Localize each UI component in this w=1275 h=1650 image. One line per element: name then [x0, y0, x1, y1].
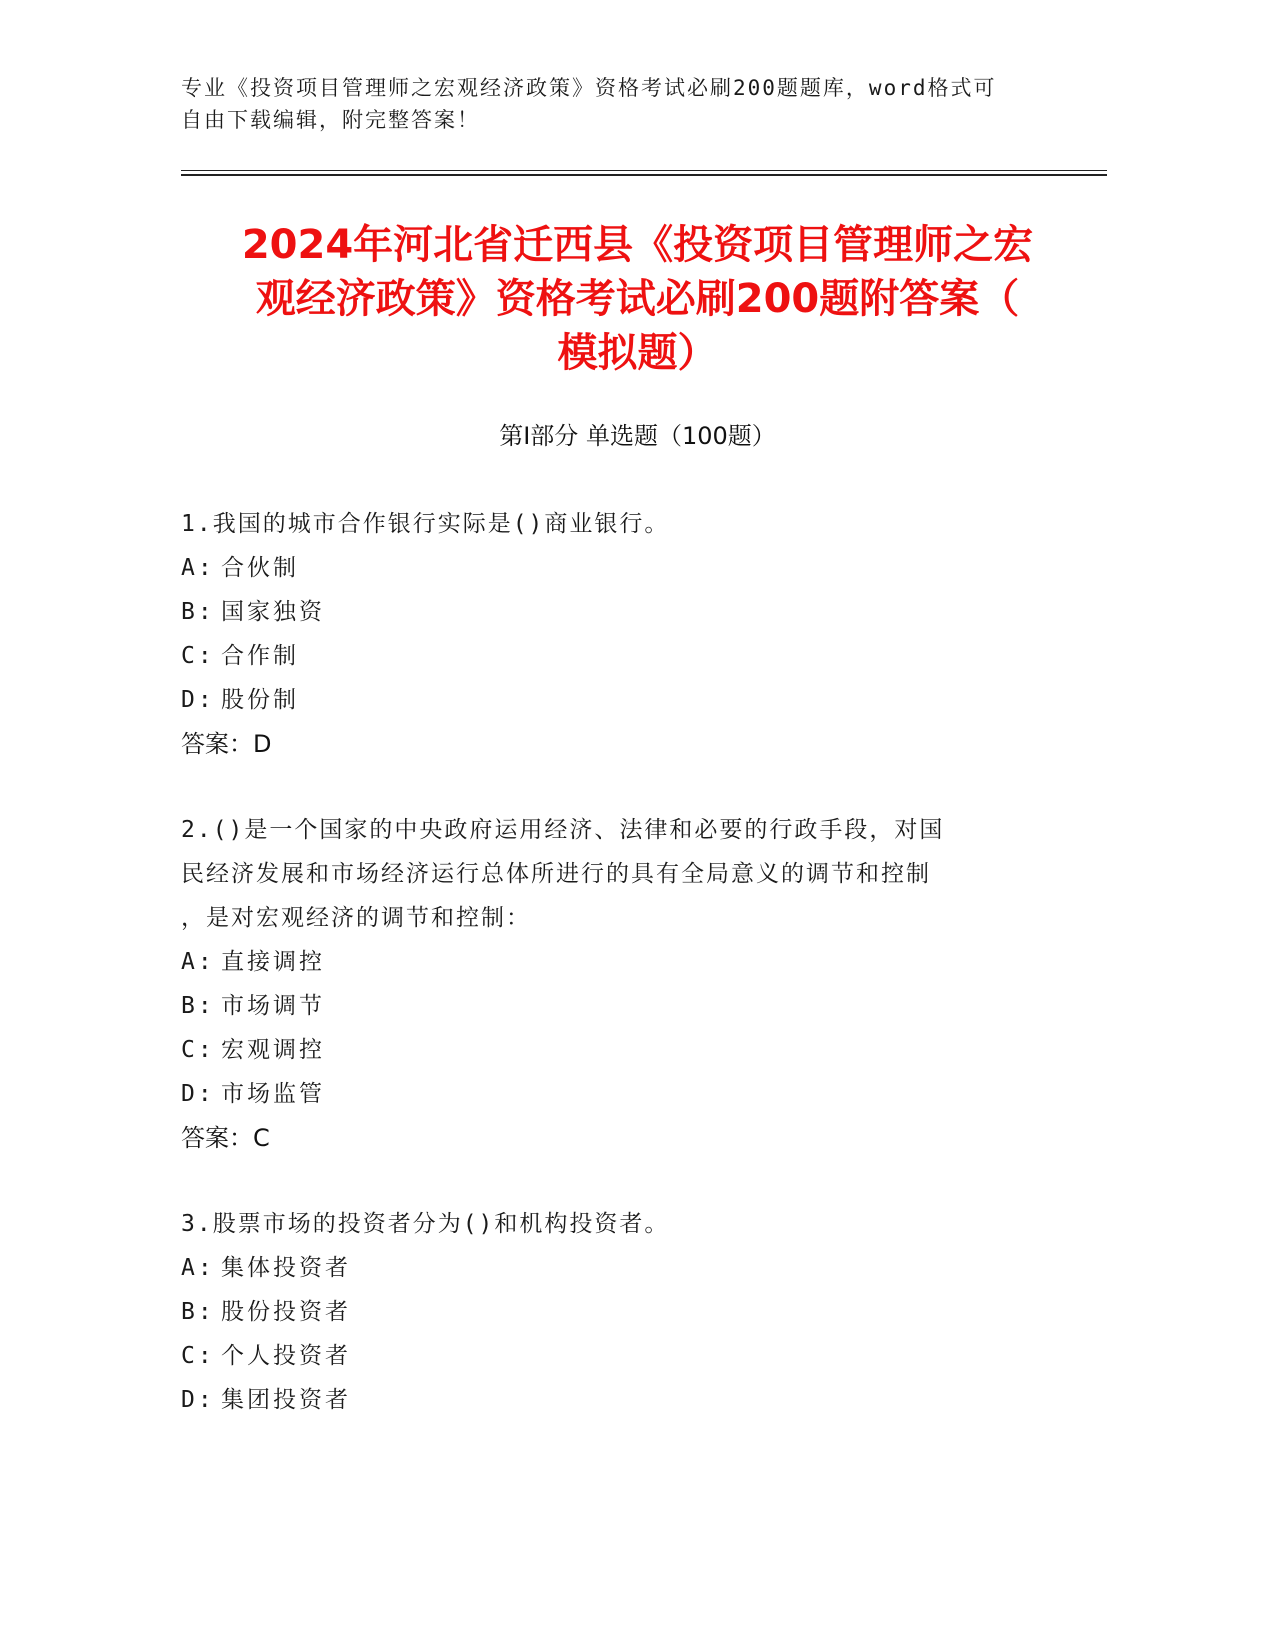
option-key: D: [181, 687, 215, 713]
question-stem-line: ，是对宏观经济的调节和控制： [181, 905, 531, 931]
title-line: 2024年河北省迁西县《投资项目管理师之宏 [241, 222, 1034, 268]
question-stem-line: 民经济发展和市场经济运行总体所进行的具有全局意义的调节和控制 [181, 861, 931, 887]
option-key: B: [181, 1299, 215, 1325]
option-key: D: [181, 1387, 215, 1413]
option-a [181, 940, 1061, 984]
option-text: 市场调节 [221, 993, 325, 1019]
option-text: 合伙制 [221, 555, 299, 581]
question-item [181, 808, 1061, 1160]
option-text: 合作制 [221, 643, 299, 669]
header-note-line: 专业《投资项目管理师之宏观经济政策》资格考试必刷200题题库，word格式可 [181, 76, 997, 100]
header-rule-thin [181, 170, 1107, 171]
option-d [181, 1072, 1061, 1116]
option-key: A: [181, 555, 215, 581]
option-key: B: [181, 993, 215, 1019]
option-key: B: [181, 599, 215, 625]
title-line: 观经济政策》资格考试必刷200题附答案（ [255, 276, 1020, 322]
option-key: A: [181, 1255, 215, 1281]
answer-line: 答案：C [181, 1124, 270, 1152]
question-stem-line: 2.()是一个国家的中央政府运用经济、法律和必要的行政手段，对国 [181, 817, 945, 843]
question-item [181, 502, 1061, 766]
header-rule-thick [181, 174, 1107, 176]
question-stem: 1.我国的城市合作银行实际是()商业银行。 [181, 511, 670, 537]
option-c [181, 1334, 1061, 1378]
option-text: 直接调控 [221, 949, 325, 975]
title-line: 模拟题） [557, 330, 718, 376]
option-b [181, 1290, 1061, 1334]
option-text: 股份投资者 [221, 1299, 351, 1325]
option-text: 宏观调控 [221, 1037, 325, 1063]
option-a [181, 1246, 1061, 1290]
option-key: C: [181, 1343, 215, 1369]
option-key: A: [181, 949, 215, 975]
option-key: C: [181, 643, 215, 669]
question-list [181, 502, 1061, 1464]
option-text: 个人投资者 [221, 1343, 351, 1369]
option-text: 集团投资者 [221, 1387, 351, 1413]
option-d [181, 1378, 1061, 1422]
header-note [181, 72, 1061, 136]
option-text: 市场监管 [221, 1081, 325, 1107]
option-b [181, 984, 1061, 1028]
question-item [181, 1202, 1061, 1422]
option-a [181, 546, 1061, 590]
option-key: D: [181, 1081, 215, 1107]
section-heading: 第I部分 单选题（100题） [499, 422, 776, 450]
option-key: C: [181, 1037, 215, 1063]
option-text: 集体投资者 [221, 1255, 351, 1281]
option-b [181, 590, 1061, 634]
option-c [181, 1028, 1061, 1072]
question-stem [181, 808, 1061, 940]
question-stem: 3.股票市场的投资者分为()和机构投资者。 [181, 1211, 670, 1237]
answer-line: 答案：D [181, 730, 272, 758]
option-d [181, 678, 1061, 722]
option-text: 股份制 [221, 687, 299, 713]
option-text: 国家独资 [221, 599, 325, 625]
header-note-line: 自由下载编辑，附完整答案！ [181, 108, 480, 132]
option-c [181, 634, 1061, 678]
document-title [150, 218, 1125, 380]
